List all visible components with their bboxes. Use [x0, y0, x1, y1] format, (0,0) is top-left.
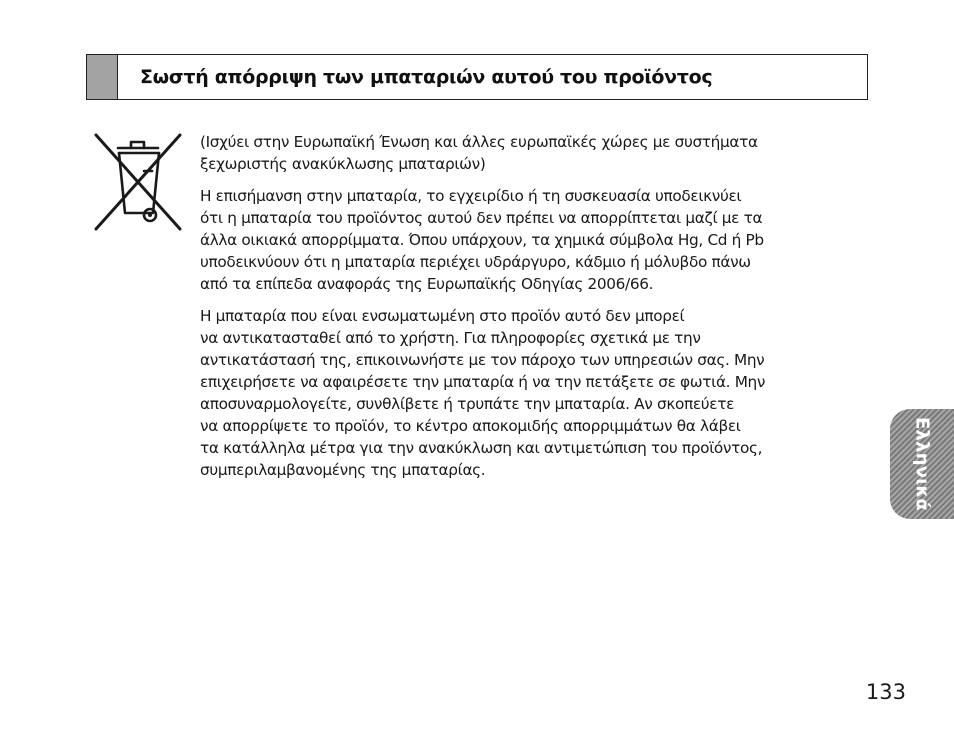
body-text	[200, 131, 840, 491]
text-line: (Ισχύει στην Ευρωπαϊκή Ένωση και άλλες ευρωπαϊκές χώρες με συστήματα	[200, 133, 758, 151]
text-line: επιχειρήσετε να αφαιρέσετε την μπαταρία ή να την πετάξετε σε φωτιά. Μην	[200, 373, 766, 391]
text-line: άλλα οικιακά απορρίμματα. Όπου υπάρχουν, τα χημικά σύμβολα Hg, Cd ή Pb	[200, 231, 764, 249]
section-title: Σωστή απόρριψη των μπαταριών αυτού του προϊόντος	[140, 66, 713, 88]
page-number: 133	[865, 680, 906, 704]
text-line: αντικατάστασή της, επικοινωνήστε με τον πάροχο των υπηρεσιών σας. Μην	[200, 351, 765, 369]
paragraph-disposal	[200, 305, 840, 481]
section-marker-block	[87, 55, 118, 99]
paragraph-marking	[200, 185, 840, 295]
language-side-tab	[890, 409, 954, 519]
text-line: υποδεικνύουν ότι η μπαταρία περιέχει υδράργυρο, κάδμιο ή μόλυβδο πάνω	[200, 253, 751, 271]
text-line: Η επισήμανση στην μπαταρία, το εγχειρίδιο ή τη συσκευασία υποδεικνύει	[200, 187, 742, 205]
language-tab-label: Ελληνικά	[911, 417, 933, 511]
text-line: ότι η μπαταρία του προϊόντος αυτού δεν πρέπει να απορρίπτεται μαζί με τα	[200, 209, 763, 227]
crossed-out-wheelie-bin-icon	[92, 131, 184, 233]
text-line: αποσυναρμολογείτε, συνθλίβετε ή τρυπάτε την μπαταρία. Αν σκοπεύετε	[200, 395, 734, 413]
text-line: να αντικατασταθεί από το χρήστη. Για πληροφορίες σχετικά με την	[200, 329, 701, 347]
text-line: Η μπαταρία που είναι ενσωματωμένη στο προϊόν αυτό δεν μπορεί	[200, 307, 685, 325]
text-line: ξεχωριστής ανακύκλωσης μπαταριών)	[200, 155, 486, 173]
section-header	[86, 54, 868, 100]
text-line: από τα επίπεδα αναφοράς της Ευρωπαϊκής Οδηγίας 2006/66.	[200, 275, 654, 293]
text-line: να απορρίψετε το προϊόν, το κέντρο αποκομιδής απορριμμάτων θα λάβει	[200, 417, 741, 435]
paragraph-scope	[200, 131, 840, 175]
text-line: τα κατάλληλα μέτρα για την ανακύκλωση και αντιμετώπιση του προϊόντος,	[200, 439, 763, 457]
text-line: συμπεριλαμβανομένης της μπαταρίας.	[200, 461, 486, 479]
